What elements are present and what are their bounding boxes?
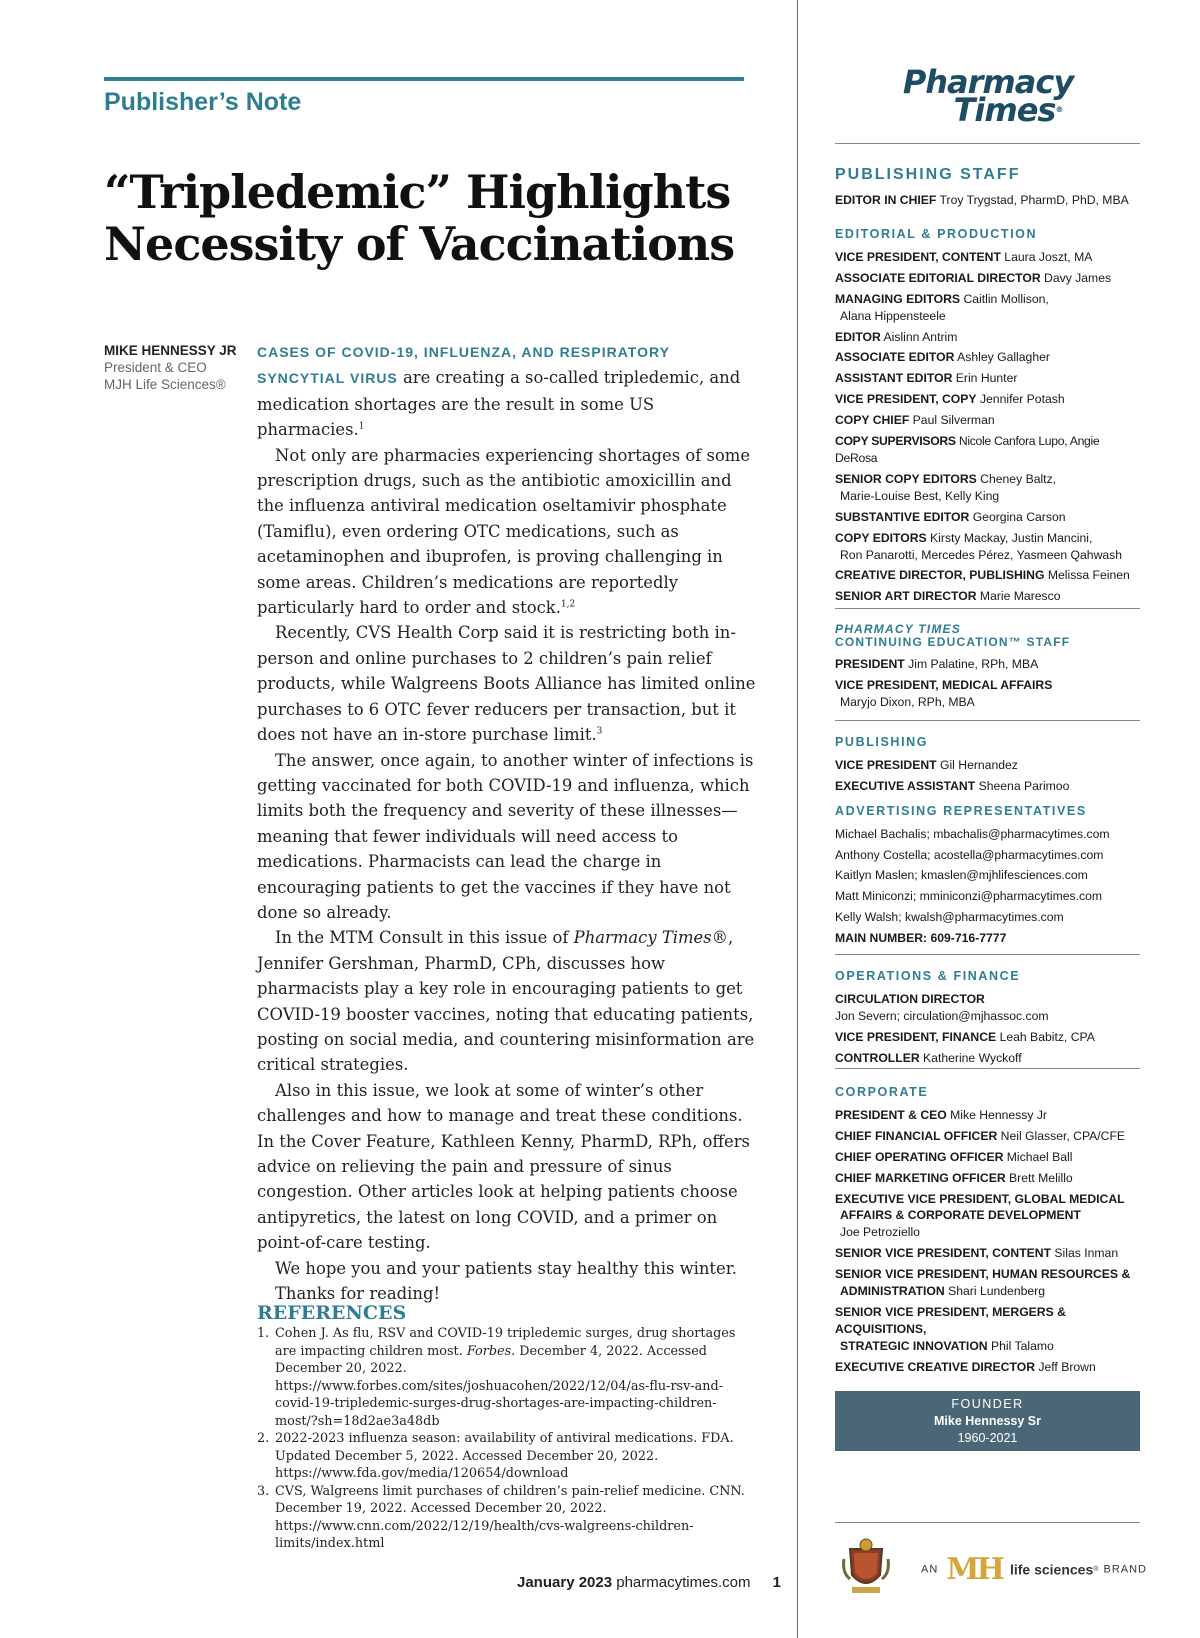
staff-entry: SUBSTANTIVE EDITOR Georgina Carson: [835, 509, 1066, 524]
paragraph-8: Thanks for reading!: [275, 1284, 441, 1304]
staff-entry: ASSOCIATE EDITORIAL DIRECTOR Davy James: [835, 270, 1112, 285]
reference-item: 2. 2022-2023 influenza season: availability of antiviral medications. FDA. Updated December 5, 2022. Accessed December 20, 2022. https://www.fda.gov/media/120654/download: [257, 1431, 734, 1481]
staff-entry: CHIEF MARKETING OFFICER Brett Melillo: [835, 1170, 1073, 1185]
references-heading: REFERENCES: [257, 1302, 407, 1324]
paragraph-6: Also in this issue, we look at some of winter’s other challenges and how to manage and treat these conditions. In the Cover Feature, Kathleen Kenny, PharmD, RPh, offers advice on relieving the pain and pressure of sinus congestion. Other articles look at helping patients choose antipyretics, the latest on long COVID, and a primer on point-of-care testing.: [257, 1080, 750, 1253]
staff-entry: VICE PRESIDENT, COPY Jennifer Potash: [835, 392, 1065, 407]
staff-entry: ASSISTANT EDITOR Erin Hunter: [835, 371, 1018, 386]
staff-entry: SENIOR VICE PRESIDENT, CONTENT Silas Inman: [835, 1246, 1119, 1261]
staff-entry: PRESIDENT & CEO Mike Hennessy Jr: [835, 1107, 1047, 1122]
divider: [835, 954, 1140, 955]
staff-entry: EXECUTIVE VICE PRESIDENT, GLOBAL MEDICAL AFFAIRS & CORPORATE DEVELOPMENT Joe Petroziello: [835, 1191, 1125, 1240]
author-org: MJH Life Sciences®: [104, 377, 226, 392]
staff-entry: COPY EDITORS Kirsty Mackay, Justin Mancini, Ron Panarotti, Mercedes Pérez, Yasmeen Qahwash: [835, 530, 1123, 562]
founder-years: 1960-2021: [957, 1431, 1018, 1445]
staff-entry: EXECUTIVE ASSISTANT Sheena Parimoo: [835, 778, 1070, 793]
publishing-section: [835, 734, 1140, 951]
section-rule: [104, 77, 744, 81]
author-title: President & CEO: [104, 360, 207, 375]
ad-rep: Kelly Walsh; kwalsh@pharmacytimes.com: [835, 910, 1064, 925]
staff-entry: CHIEF FINANCIAL OFFICER Neil Glasser, CPA/CFE: [835, 1128, 1126, 1143]
editorial-section: [835, 226, 1140, 609]
article-body: [257, 339, 757, 1306]
staff-entry: CREATIVE DIRECTOR, PUBLISHING Melissa Feinen: [835, 568, 1130, 583]
headline-line-2: Necessity of Vaccinations: [104, 217, 735, 271]
headline: [104, 166, 744, 270]
advertising-heading: ADVERTISING REPRESENTATIVES: [835, 803, 1087, 818]
paragraph-7: We hope you and your patients stay healthy this winter.: [275, 1258, 737, 1278]
divider: [835, 720, 1140, 721]
main-number: MAIN NUMBER: 609-716-7777: [835, 931, 1007, 946]
founder-name: Mike Hennessy Sr: [934, 1414, 1041, 1428]
staff-entry: CHIEF OPERATING OFFICER Michael Ball: [835, 1149, 1073, 1164]
staff-entry: VICE PRESIDENT, MEDICAL AFFAIRS Maryjo Dixon, RPh, MBA: [835, 677, 1053, 709]
page-footer: [517, 1574, 781, 1591]
website: pharmacytimes.com: [616, 1574, 751, 1591]
divider: [835, 1522, 1140, 1523]
column-divider: [797, 0, 798, 1638]
staff-entry: MANAGING EDITORS Caitlin Mollison, Alana Hippensteele: [835, 291, 1049, 323]
staff-entry: ASSOCIATE EDITOR Ashley Gallagher: [835, 350, 1050, 365]
reference-item: 3. CVS, Walgreens limit purchases of children’s pain-relief medicine. CNN. December 19, 2022. Accessed December 20, 2022. https://www.cnn.com/2022/12/19/health/cvs-walgreens-children-limits/index.html: [257, 1483, 745, 1551]
paragraph-1: CASES OF COVID-19, INFLUENZA, AND RESPIRATORY SYNCYTIAL VIRUS are creating a so-called tripledemic, and medication shortages are the result in some US pharmacies.$^1$: [257, 344, 741, 440]
pharmacy-times-logo: Pharmacy Times®: [902, 63, 1074, 129]
staff-entry: VICE PRESIDENT, FINANCE Leah Babitz, CPA: [835, 1029, 1095, 1044]
ce-section: [835, 623, 1140, 715]
references-list: [257, 1325, 757, 1553]
operations-section: [835, 968, 1140, 1071]
staff-entry: COPY SUPERVISORS Nicole Canfora Lupo, Angie DeRosa: [835, 434, 1100, 465]
staff-entry: VICE PRESIDENT Gil Hernandez: [835, 757, 1018, 772]
author-byline: [104, 342, 244, 393]
citation: 3: [596, 726, 603, 737]
crest-icon: [840, 1535, 892, 1597]
staff-entry: SENIOR VICE PRESIDENT, HUMAN RESOURCES & ADMINISTRATION Shari Lundenberg: [835, 1267, 1131, 1299]
staff-entry: CONTROLLER Katherine Wyckoff: [835, 1050, 1022, 1065]
paragraph-5: In the MTM Consult in this issue of Pharmacy Times®, Jennifer Gershman, PharmD, CPh, discusses how pharmacists play a key role in encouraging patients to get COVID-19 booster vaccines, noting that educating patients, posting on social media, and countering misinformation are critical strategies.: [257, 928, 755, 1075]
operations-heading: OPERATIONS & FINANCE: [835, 969, 1021, 983]
headline-line-1: “Tripledemic” Highlights: [104, 165, 731, 219]
staff-entry: SENIOR ART DIRECTOR Marie Maresco: [835, 589, 1061, 604]
staff-entry: SENIOR VICE PRESIDENT, MERGERS & ACQUISITIONS, STRATEGIC INNOVATION Phil Talamo: [835, 1304, 1066, 1353]
staff-entry: VICE PRESIDENT, CONTENT Laura Joszt, MA: [835, 249, 1093, 264]
paragraph-2: Not only are pharmacies experiencing shortages of some prescription drugs, such as the antibiotic amoxicillin and the influenza antiviral medication oseltamivir phosphate (Tamiflu), even ordering OTC medications, such as acetaminophen and ibuprofen, is proving challenging in some areas. Children’s medications are reportedly particularly hard to order and stock.$^{1,2}$: [257, 445, 751, 618]
mjh-brand-mark: AN MH life sciences® BRAND: [921, 1552, 1147, 1587]
divider: [835, 1068, 1140, 1069]
citation: 1: [358, 421, 365, 432]
ad-rep: Michael Bachalis; mbachalis@pharmacytimes.com: [835, 826, 1110, 841]
staff-entry: CIRCULATION DIRECTOR Jon Severn; circulation@mjhassoc.com: [835, 991, 1049, 1023]
author-name: MIKE HENNESSY JR: [104, 343, 237, 358]
corporate-section: [835, 1084, 1140, 1380]
section-label: Publisher’s Note: [104, 88, 302, 116]
paragraph-4: The answer, once again, to another winter of infections is getting vaccinated for both COVID-19 and influenza, which limits both the frequency and severity of these illnesses—meaning that fewer individuals will need access to medications. Pharmacists can lead the charge in encouraging patients to get the vaccines if they have not done so already.: [257, 750, 754, 922]
editor-in-chief: EDITOR IN CHIEF Troy Trygstad, PharmD, PhD, MBA: [835, 193, 1129, 207]
staff-entry: SENIOR COPY EDITORS Cheney Baltz, Marie-Louise Best, Kelly King: [835, 471, 1057, 503]
issue-date: January 2023: [517, 1574, 613, 1591]
lead-in: CASES OF COVID-19, INFLUENZA, AND RESPIRATORY SYNCYTIAL VIRUS: [257, 344, 670, 387]
mjh-logo: MH: [946, 1552, 1002, 1587]
staff-entry: COPY CHIEF Paul Silverman: [835, 413, 995, 428]
reference-item: 1. Cohen J. As flu, RSV and COVID-19 tripledemic surges, drug shortages are impacting children most. Forbes. December 4, 2022. Accessed December 20, 2022. https://www.forbes.com/sites/joshuacohen/2022/12/04/as-flu-rsv-and-covid-19-tripledemic-surges-drug-shortages-are-impacting-children-most/?sh=18d2ae3a48db: [257, 1326, 736, 1429]
divider: [835, 608, 1140, 609]
divider: [835, 143, 1140, 144]
staff-entry: PRESIDENT Jim Palatine, RPh, MBA: [835, 657, 1039, 671]
ad-rep: Matt Miniconzi; mminiconzi@pharmacytimes.com: [835, 889, 1103, 904]
ad-rep: Kaitlyn Maslen; kmaslen@mjhlifesciences.com: [835, 868, 1088, 883]
publishing-heading: PUBLISHING: [835, 735, 929, 749]
paragraph-3: Recently, CVS Health Corp said it is restricting both in-person and online purchases to 2 children’s pain relief products, while Walgreens Boots Alliance has limited online purchases to 6 OTC fever reducers per transaction, but it does not have an in-store purchase limit.$^3$: [257, 623, 756, 745]
citation: 1,2: [560, 599, 576, 610]
page-number: 1: [772, 1574, 781, 1591]
publication-title: Pharmacy Times: [573, 928, 712, 948]
ce-heading: PHARMACY TIMES CONTINUING EDUCATION™ STAFF: [835, 622, 1071, 649]
editorial-heading: EDITORIAL & PRODUCTION: [835, 227, 1038, 241]
staff-entry: EXECUTIVE CREATIVE DIRECTOR Jeff Brown: [835, 1359, 1096, 1374]
corporate-heading: CORPORATE: [835, 1085, 929, 1099]
founder-box: [835, 1391, 1140, 1451]
publishing-staff-heading: PUBLISHING STAFF: [835, 166, 1021, 183]
founder-title: FOUNDER: [951, 1397, 1024, 1411]
ad-rep: Anthony Costella; acostella@pharmacytimes.com: [835, 847, 1104, 862]
staff-entry: EDITOR Aislinn Antrim: [835, 329, 958, 344]
